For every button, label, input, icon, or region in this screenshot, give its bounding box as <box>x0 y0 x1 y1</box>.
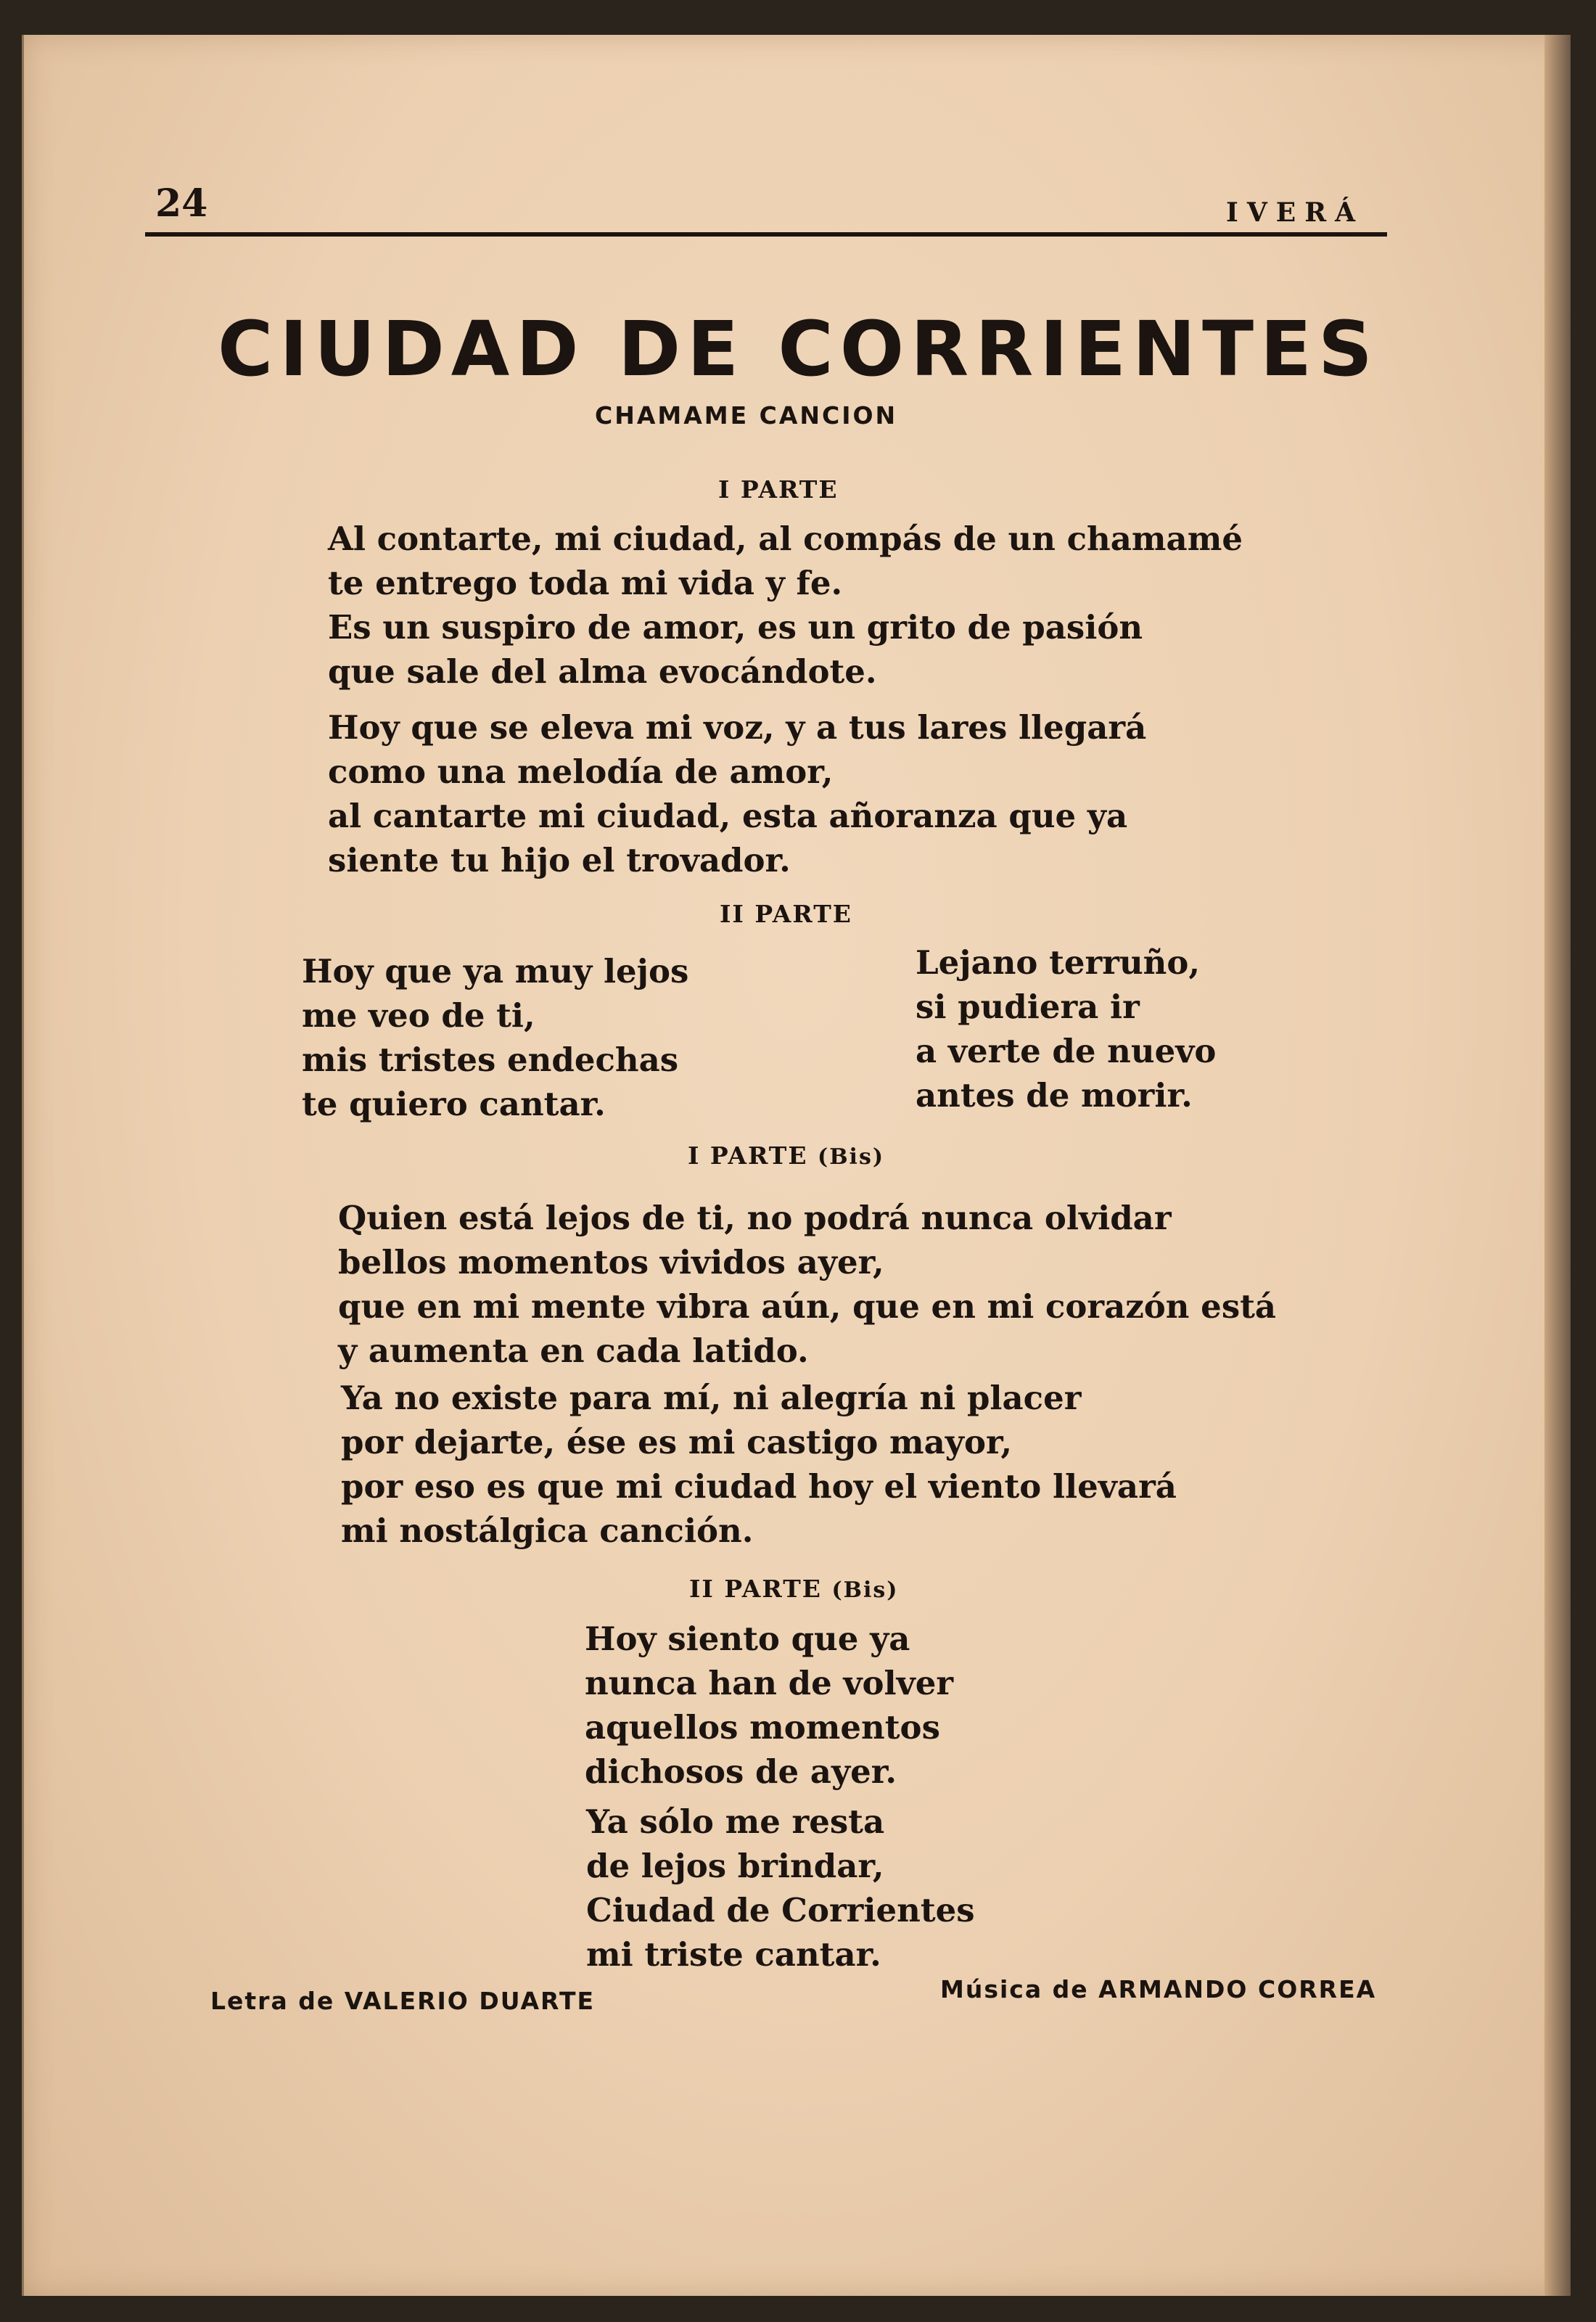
verse-line: Ya no existe para mí, ni alegría ni placer <box>341 1379 1082 1417</box>
verse-line: aquellos momentos <box>585 1708 940 1747</box>
stanza <box>586 1800 975 1977</box>
song-title: CIUDAD DE CORRIENTES <box>218 305 1379 393</box>
verse-line: por eso es que mi ciudad hoy el viento llevará <box>341 1467 1177 1506</box>
section-heading-label: I PARTE <box>718 475 839 504</box>
stanza <box>585 1617 953 1794</box>
verse-line: Quien está lejos de ti, no podrá nunca olvidar <box>338 1199 1172 1237</box>
song-subtitle: CHAMAME CANCION <box>595 401 898 430</box>
section-heading <box>718 475 839 504</box>
verse-line: mi triste cantar. <box>586 1935 881 1974</box>
verse-line: Hoy siento que ya <box>585 1620 910 1658</box>
section-heading <box>688 1141 884 1170</box>
verse-line: Es un suspiro de amor, es un grito de pasión <box>328 608 1143 647</box>
stanza <box>338 1196 1276 1373</box>
verse-line: de lejos brindar, <box>586 1847 884 1885</box>
verse-line: que en mi mente vibra aún, que en mi corazón está <box>338 1287 1277 1326</box>
stanza <box>328 705 1146 882</box>
page-spine <box>1544 35 1571 2296</box>
verse-line: al cantarte mi ciudad, esta añoranza que ya <box>328 797 1128 835</box>
section-heading-label: II PARTE <box>720 900 852 928</box>
section-heading <box>720 900 852 928</box>
verse-line: Ya sólo me resta <box>586 1802 885 1841</box>
verse-line: si pudiera ir <box>916 988 1140 1026</box>
section-heading-label: I PARTE <box>688 1141 808 1170</box>
music-credit: Música de ARMANDO CORREA <box>940 1975 1377 2003</box>
verse-line: mi nostálgica canción. <box>341 1511 754 1550</box>
section-heading-suffix: (Bis) <box>831 1578 899 1603</box>
verse-line: y aumenta en cada latido. <box>338 1332 809 1370</box>
verse-line: Lejano terruño, <box>916 943 1201 982</box>
section-heading-suffix: (Bis) <box>818 1144 885 1170</box>
verse-line: nunca han de volver <box>585 1664 954 1702</box>
verse-line: que sale del alma evocándote. <box>328 652 877 691</box>
stanza <box>916 940 1216 1117</box>
stanza <box>302 949 688 1126</box>
verse-line: te quiero cantar. <box>302 1085 606 1123</box>
page-number: 24 <box>155 181 208 226</box>
verse-line: como una melodía de amor, <box>328 752 834 791</box>
verse-line: a verte de nuevo <box>916 1032 1217 1070</box>
stanza <box>328 517 1243 694</box>
running-title: IVERÁ <box>1226 197 1365 228</box>
verse-line: te entrego toda mi vida y fe. <box>328 564 843 602</box>
verse-line: dichosos de ayer. <box>585 1752 897 1791</box>
verse-line: por dejarte, ése es mi castigo mayor, <box>341 1423 1013 1461</box>
lyrics-credit: Letra de VALERIO DUARTE <box>210 1987 596 2015</box>
verse-line: Hoy que se eleva mi voz, y a tus lares llegará <box>328 708 1147 747</box>
verse-line: Ciudad de Corrientes <box>586 1891 975 1929</box>
verse-line: antes de morir. <box>916 1076 1193 1115</box>
verse-line: bellos momentos vividos ayer, <box>338 1243 884 1281</box>
header-rule <box>145 232 1387 237</box>
section-heading-label: II PARTE <box>689 1575 822 1603</box>
section-heading <box>689 1575 898 1603</box>
stanza <box>341 1376 1177 1553</box>
verse-line: siente tu hijo el trovador. <box>328 841 791 879</box>
verse-line: Al contarte, mi ciudad, al compás de un chamamé <box>328 520 1243 558</box>
verse-line: Hoy que ya muy lejos <box>302 952 689 990</box>
verse-line: me veo de ti, <box>302 996 535 1035</box>
verse-line: mis tristes endechas <box>302 1041 679 1079</box>
